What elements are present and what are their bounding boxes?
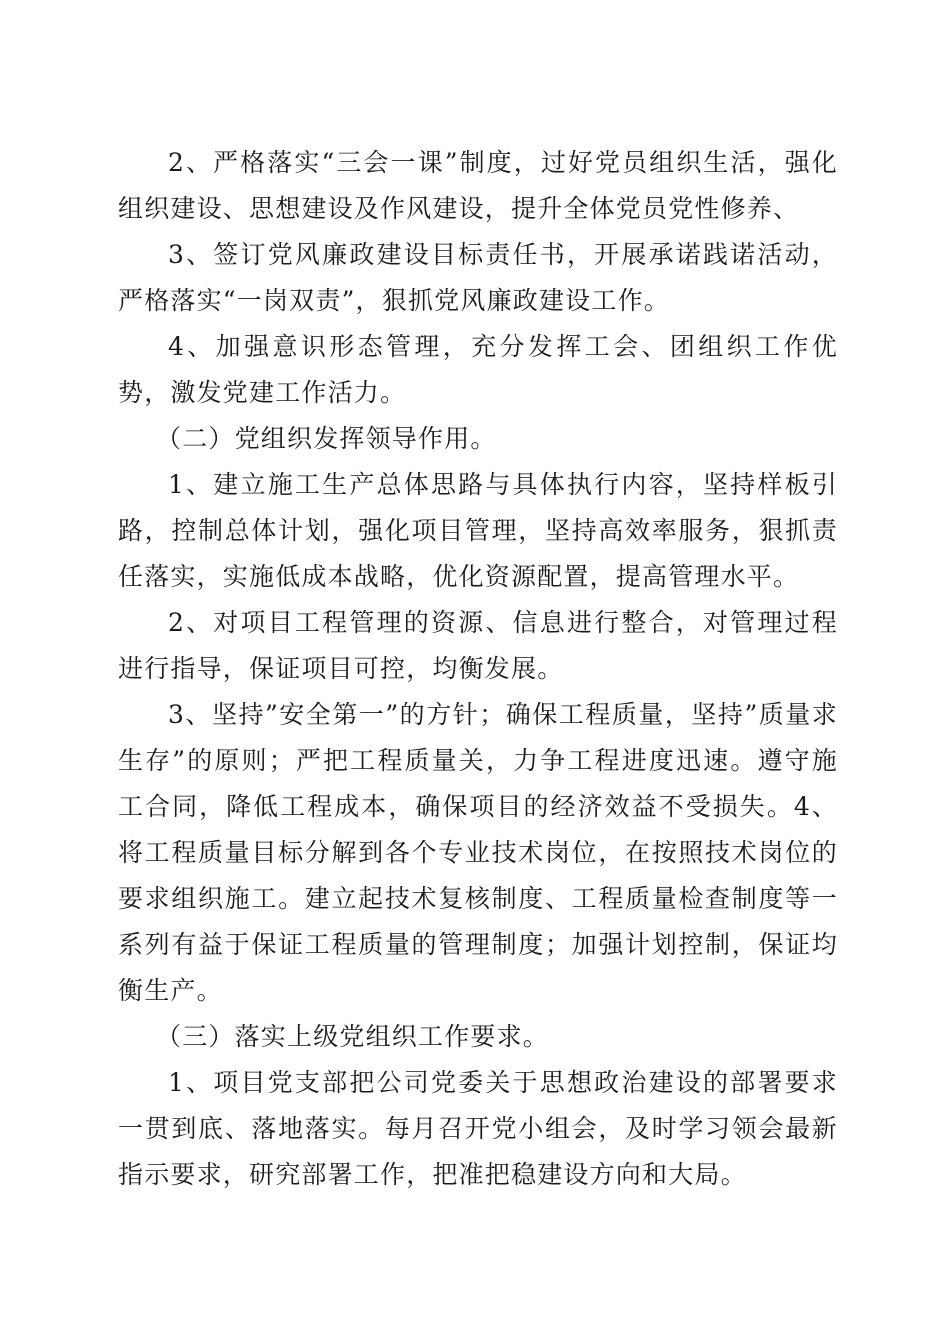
section-heading-2: （二）党组织发挥领导作用。 (156, 424, 497, 453)
paragraph-construction-plan: 1、建立施工生产总体思路与具体执行内容，坚持样板引路，控制总体计划，强化项目管理，坚持高效率服务，狠抓责任落实，实施低成本战略，优化资源配置，提高管理水平。 (118, 470, 838, 591)
section-heading-3: （三）落实上级党组织工作要求。 (156, 1022, 550, 1051)
paragraph-item-4-ideology: 4、加强意识形态管理，充分发挥工会、团组织工作优势，激发党建工作活力。 (118, 332, 838, 407)
paragraph-safety-quality: 3、坚持”安全第一”的方针；确保工程质量，坚持”质量求生存”的原则；严把工程质量关，力争工程进度迅速。遵守施工合同，降低工程成本，确保项目的经济效益不受损失。4、将工程质量目标分解到各个专业技术岗位，在按照技术岗位的要求组织施工。建立起技术复核制度、工程质量检查制度等一系列有益于保证工程质量的管理制度；加强计划控制，保证均衡生产。 (118, 700, 838, 1005)
paragraph-item-3-responsibility: 3、签订党风廉政建设目标责任书，开展承诺践诺活动，严格落实“一岗双责”，狠抓党风廉政建设工作。 (118, 240, 838, 315)
paragraph-resource-integration: 2、对项目工程管理的资源、信息进行整合，对管理过程进行指导，保证项目可控，均衡发展。 (118, 608, 838, 683)
paragraph-item-2-three-meetings: 2、严格落实“三会一课”制度，过好党员组织生活，强化组织建设、思想建设及作风建设，提升全体党员党性修养、 (118, 148, 838, 223)
paragraph-party-branch: 1、项目党支部把公司党委关于思想政治建设的部署要求一贯到底、落地落实。每月召开党小组会，及时学习领会最新指示要求，研究部署工作，把准把稳建设方向和大局。 (118, 1068, 838, 1189)
document-body (118, 140, 838, 1198)
